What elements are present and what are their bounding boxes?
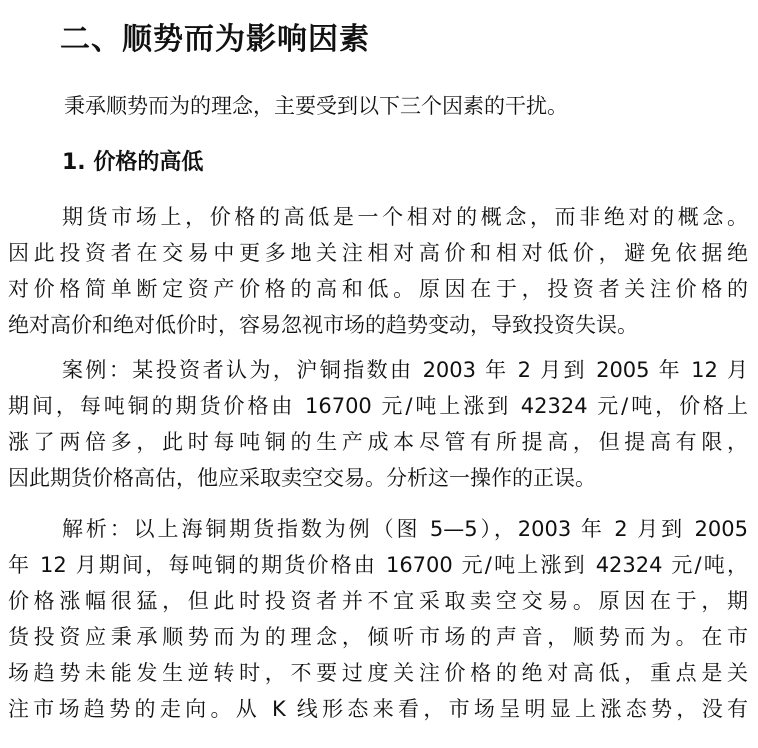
paragraph-line: 绝对高价和绝对低价时，容易忽视市场的趋势变动，导致投资失误。 xyxy=(8,313,638,337)
paragraph-line: 期货市场上，价格的高低是一个相对的概念，而非绝对的概念。 xyxy=(62,205,748,229)
paragraph-line: 货投资应秉承顺势而为的理念，倾听市场的声音，顺势而为。在市 xyxy=(8,625,748,649)
paragraph-line: 年 12 月期间，每吨铜的期货价格由 16700 元/吨上涨到 42324 元/吨， xyxy=(8,553,748,577)
paragraph-line: 场趋势未能发生逆转时，不要过度关注价格的绝对高低，重点是关 xyxy=(8,661,748,685)
paragraph-line: 案例：某投资者认为，沪铜指数由 2003 年 2 月到 2005 年 12 月 xyxy=(62,358,748,382)
section-heading: 二、顺势而为影响因素 xyxy=(60,22,370,57)
paragraph-line: 价格涨幅很猛，但此时投资者并不宜采取卖空交易。原因在于，期 xyxy=(8,589,748,613)
paragraph-line: 因此投资者在交易中更多地关注相对高价和相对低价，避免依据绝 xyxy=(8,241,748,265)
paragraph-line: 解析：以上海铜期货指数为例（图 5—5），2003 年 2 月到 2005 xyxy=(62,517,748,541)
paragraph-line: 因此期货价格高估，他应采取卖空交易。分析这一操作的正误。 xyxy=(8,466,596,490)
paragraph-line: 对价格简单断定资产价格的高和低。原因在于，投资者关注价格的 xyxy=(8,277,748,301)
paragraph-line: 期间，每吨铜的期货价格由 16700 元/吨上涨到 42324 元/吨，价格上 xyxy=(8,394,748,418)
paragraph-line: 涨了两倍多，此时每吨铜的生产成本尽管有所提高，但提高有限， xyxy=(8,430,748,454)
intro-sentence: 秉承顺势而为的理念，主要受到以下三个因素的干扰。 xyxy=(64,94,568,118)
paragraph-line: 注市场趋势的走向。从 K 线形态来看，市场呈明显上涨态势，没有 xyxy=(8,697,748,721)
subsection-heading: 1. 价格的高低 xyxy=(62,150,204,175)
